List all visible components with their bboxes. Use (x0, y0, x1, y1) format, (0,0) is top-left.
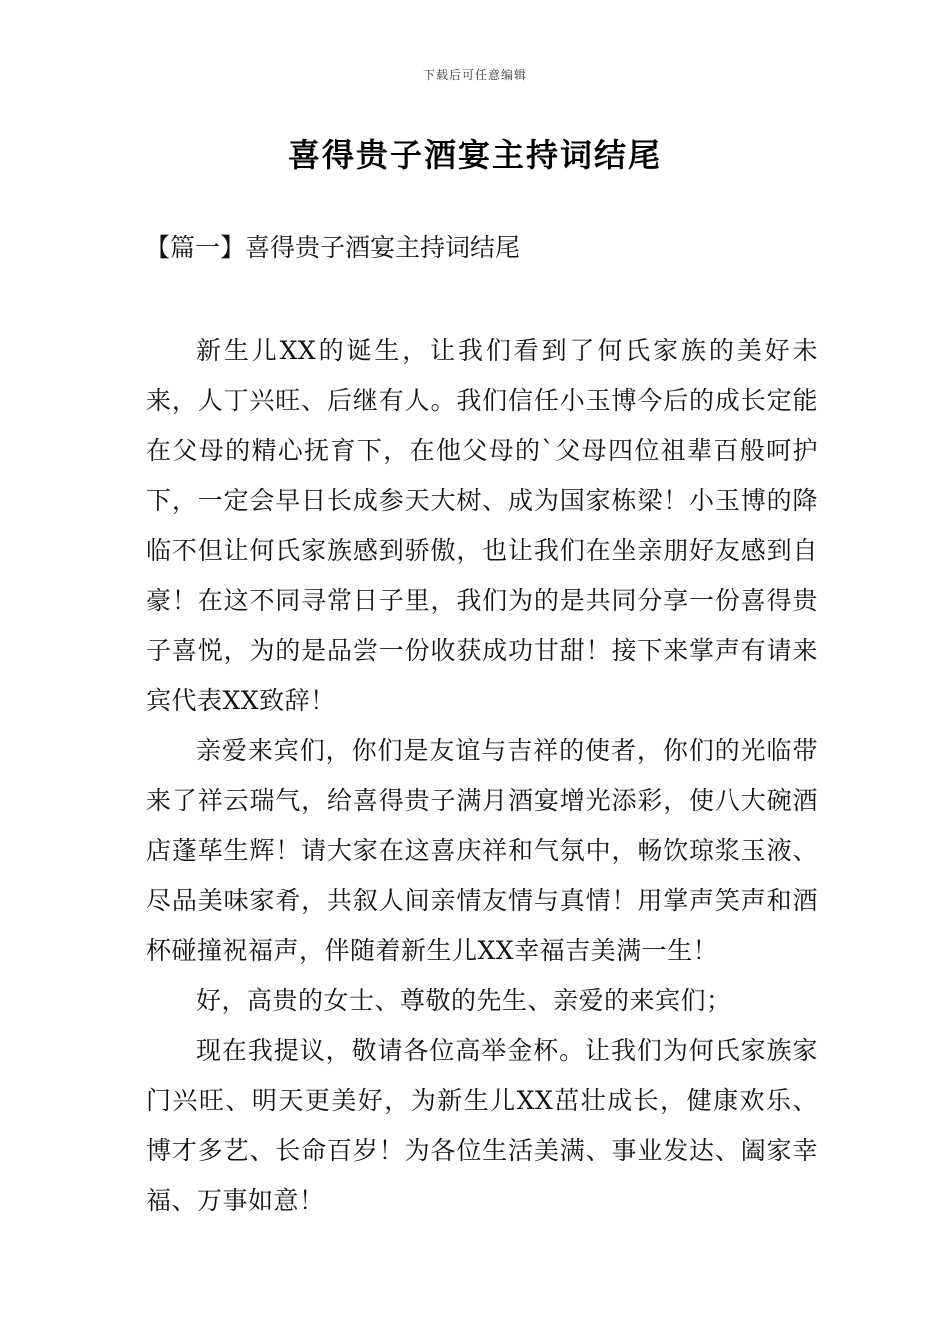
document-title: 喜得贵子酒宴主持词结尾 (287, 136, 662, 174)
paragraph-4: 现在我提议，敬请各位高举金杯。让我们为何氏家族家门兴旺、明天更美好，为新生儿XX茁壮成长，健康欢乐、博才多艺、长命百岁！为各位生活美满、事业发达、阖家幸福、万事如意！ (146, 1036, 818, 1215)
document-body (146, 326, 818, 1226)
section-heading: 【篇一】喜得贵子酒宴主持词结尾 (145, 233, 521, 262)
paragraph-2: 亲爱来宾们，你们是友谊与吉祥的使者，你们的光临带来了祥云瑞气，给喜得贵子满月酒宴增光添彩，使八大碗酒店蓬荜生辉！请大家在这喜庆祥和气氛中，畅饮琼浆玉液、尽品美味家肴，共叙人间亲情友情与真情！用掌声笑声和酒杯碰撞祝福声，伴随着新生儿XX幸福吉美满一生！ (146, 736, 818, 965)
header-note: 下载后可任意编辑 (422, 68, 527, 82)
paragraph-1: 新生儿XX的诞生，让我们看到了何氏家族的美好未来，人丁兴旺、后继有人。我们信任小玉博今后的成长定能在父母的精心抚育下，在他父母的`父母四位祖辈百般呵护下，一定会早日长成参天大树、成为国家栋梁！小玉博的降临不但让何氏家族感到骄傲，也让我们在坐亲朋好友感到自豪！在这不同寻常日子里，我们为的是共同分享一份喜得贵子喜悦，为的是品尝一份收获成功甘甜！接下来掌声有请来宾代表XX致辞！ (146, 336, 818, 715)
paragraph-3: 好，高贵的女士、尊敬的先生、亲爱的来宾们； (196, 986, 732, 1015)
